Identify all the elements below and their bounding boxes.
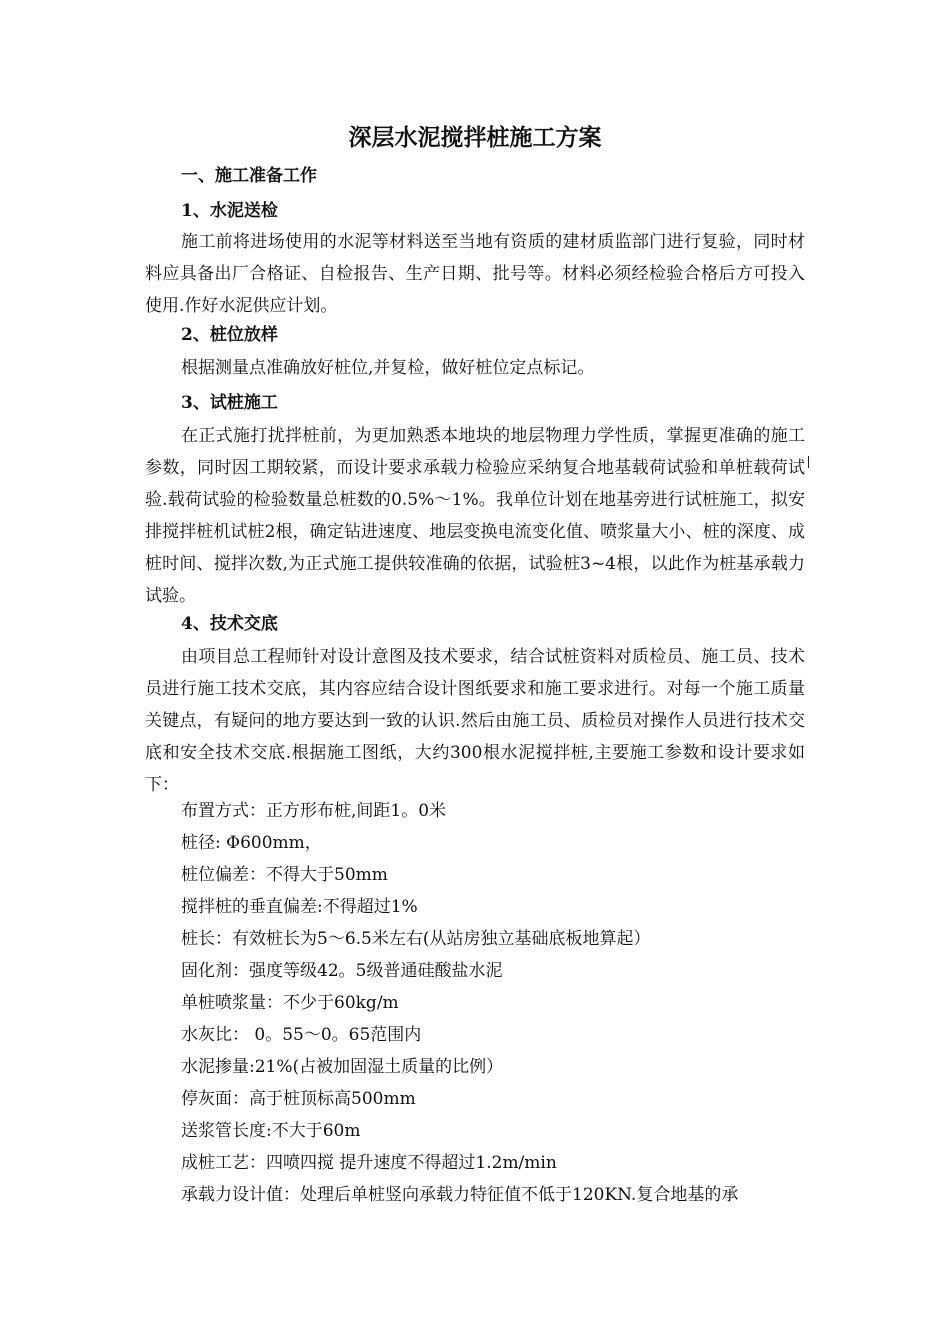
param-line: 停灰面：高于桩顶标高500mm (181, 1089, 416, 1109)
param-line: 桩径: Φ600mm， (181, 833, 322, 853)
paragraph-trial-pile: 在正式施打扰拌桩前，为更加熟悉本地块的地层物理力学性质，掌握更准确的施工参数，同时因工期较紧，而设计要求承载力检验应采纳复合地基载荷试验和单桩载荷试验.载荷试验的检验数量总桩数的0.5%～1%。我单位计划在地基旁进行试桩施工，拟安排搅拌桩机试桩2根，确定钻进速度、地层变换电流变化值、喷浆量大小、桩的深度、成桩时间、搅拌次数,为正式施工提供较准确的依据，试验桩3~4根，以此作为桩基承载力试验。 (145, 426, 805, 606)
param-line: 水灰比： 0。55～0。65范围内 (181, 1025, 422, 1045)
margin-mark (808, 456, 809, 468)
param-line: 固化剂：强度等级42。5级普通硅酸盐水泥 (181, 961, 503, 981)
subheading-technical-briefing: 4、技术交底 (181, 614, 278, 634)
param-line: 桩长：有效桩长为5～6.5米左右(从站房独立基础底板地算起） (181, 929, 651, 949)
param-line: 送浆管长度:不大于60m (181, 1121, 361, 1141)
param-line: 搅拌桩的垂直偏差:不得超过1% (181, 897, 418, 917)
section-heading-preparation: 一、施工准备工作 (181, 166, 317, 186)
param-line: 布置方式：正方形布桩,间距1。0米 (181, 801, 447, 821)
paragraph-pile-layout: 根据测量点准确放好桩位,并复检，做好桩位定点标记。 (181, 358, 595, 378)
paragraph-technical-briefing: 由项目总工程师针对设计意图及技术要求，结合试桩资料对质检员、施工员、技术员进行施工技术交底，其内容应结合设计图纸要求和施工要求进行。对每一个施工质量关键点，有疑问的地方要达到一致的认识.然后由施工员、质检员对操作人员进行技术交底和安全技术交底.根据施工图纸，大约300根水泥搅拌桩,主要施工参数和设计要求如下： (145, 647, 805, 795)
param-line: 桩位偏差：不得大于50mm (181, 865, 388, 885)
param-line: 单桩喷浆量：不少于60kg/m (181, 993, 399, 1013)
param-line: 水泥掺量:21%(占被加固湿土质量的比例） (181, 1057, 504, 1077)
paragraph-cement-inspection: 施工前将进场使用的水泥等材料送至当地有资质的建材质监部门进行复验，同时材料应具备出厂合格证、自检报告、生产日期、批号等。材料必须经检验合格后方可投入使用.作好水泥供应计划。 (145, 232, 805, 316)
subheading-trial-pile: 3、试桩施工 (181, 393, 278, 413)
param-line: 承载力设计值：处理后单桩竖向承载力特征值不低于120KN.复合地基的承 (181, 1185, 739, 1205)
document-title: 深层水泥搅拌桩施工方案 (348, 124, 602, 151)
subheading-cement-inspection: 1、水泥送检 (181, 201, 278, 221)
param-line: 成桩工艺：四喷四搅 提升速度不得超过1.2m/min (181, 1153, 557, 1173)
subheading-pile-layout: 2、桩位放样 (181, 325, 278, 345)
